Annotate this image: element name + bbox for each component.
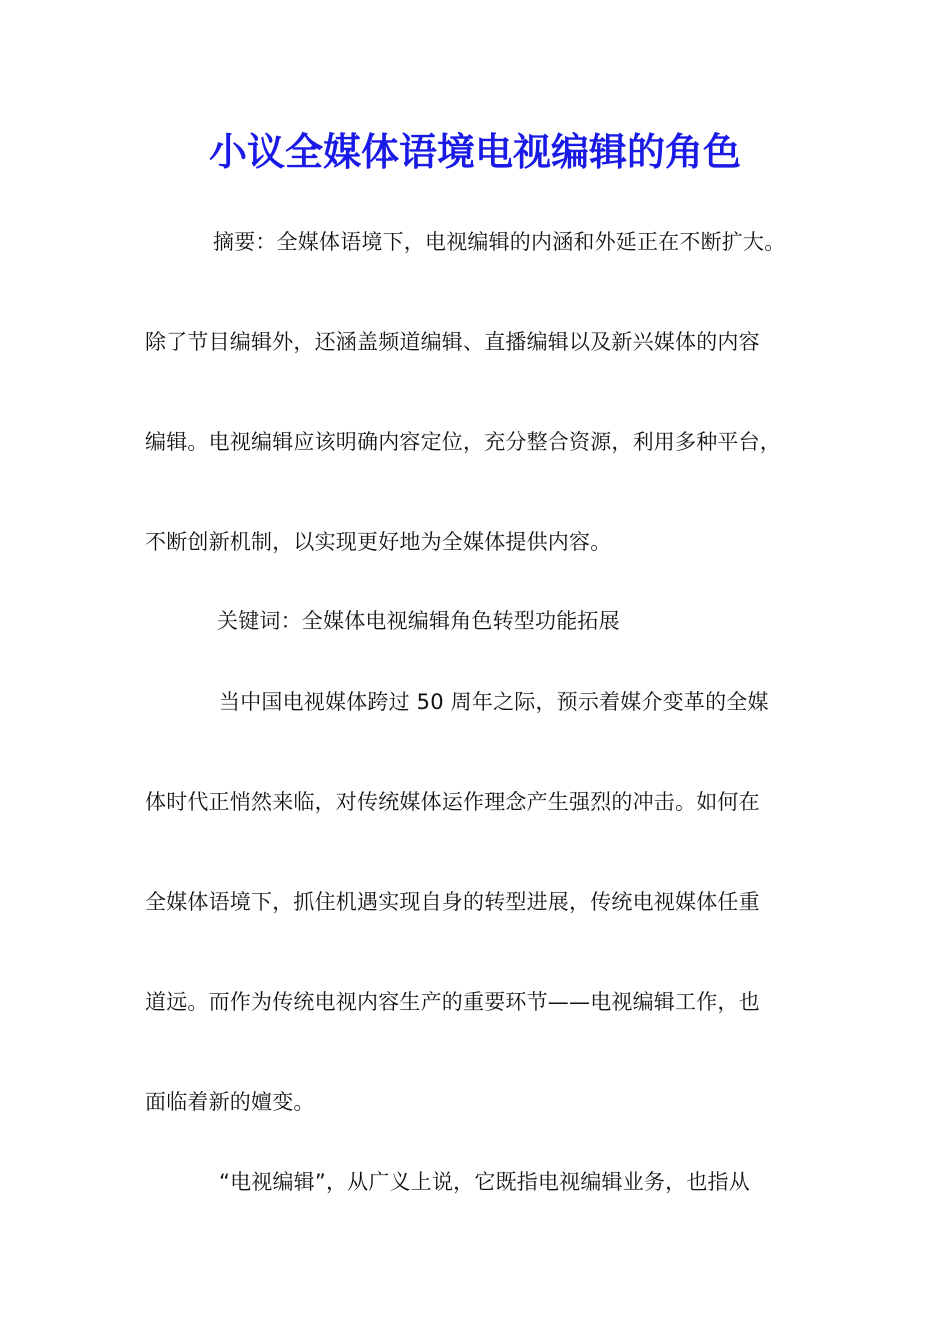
abstract-line-1: 摘要：全媒体语境下，电视编辑的内涵和外延正在不断扩大。: [213, 230, 786, 254]
body-line-2: 体时代正悄然来临，对传统媒体运作理念产生强烈的冲击。如何在: [145, 790, 760, 814]
keywords-line: 关键词：全媒体电视编辑角色转型功能拓展: [217, 609, 620, 633]
body-line-1: 当中国电视媒体跨过 50 周年之际，预示着媒介变革的全媒: [219, 690, 769, 714]
abstract-line-2: 除了节目编辑外，还涵盖频道编辑、直播编辑以及新兴媒体的内容: [145, 330, 760, 354]
body-line-5: 面临着新的嬗变。: [145, 1090, 315, 1114]
abstract-line-3: 编辑。电视编辑应该明确内容定位，充分整合资源，利用多种平台，: [145, 430, 781, 454]
document-title: 小议全媒体语境电视编辑的角色: [208, 129, 741, 174]
abstract-line-4: 不断创新机制，以实现更好地为全媒体提供内容。: [145, 530, 612, 554]
body-line-6: “电视编辑”，从广义上说，它既指电视编辑业务，也指从: [219, 1170, 750, 1194]
body-line-3: 全媒体语境下，抓住机遇实现自身的转型进展，传统电视媒体任重: [145, 890, 760, 914]
body-line-4: 道远。而作为传统电视内容生产的重要环节——电视编辑工作，也: [145, 990, 760, 1014]
